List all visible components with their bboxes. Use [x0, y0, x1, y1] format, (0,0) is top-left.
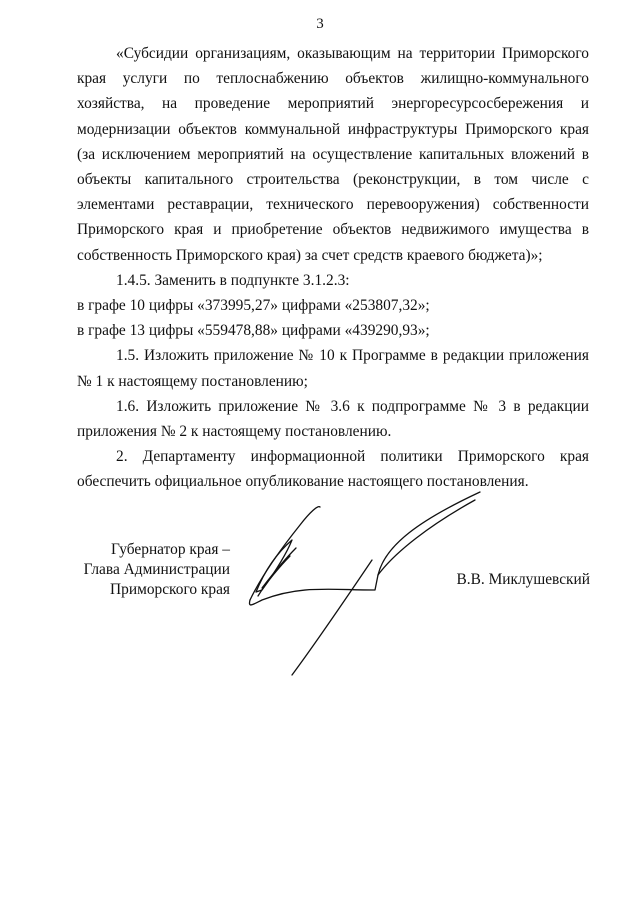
signatory-title-line-1: Губернатор края – — [110, 541, 230, 558]
signatory-title-line-3: Приморского края — [110, 581, 230, 598]
paragraph-1-5: 1.5. Изложить приложение № 10 к Программе в редакции приложения № 1 к настоящему постановлению; — [77, 347, 589, 390]
paragraph-column-13: в графе 13 цифры «559478,88» цифрами «439290,93»; — [77, 322, 430, 340]
paragraph-1-4-5: 1.4.5. Заменить в подпункте 3.1.2.3: — [116, 271, 350, 289]
page-number: 3 — [316, 16, 324, 32]
signatory-name: В.В. Миклушевский — [456, 571, 590, 588]
signatory-title-line-2: Глава Администрации — [83, 561, 230, 578]
paragraph-column-10: в графе 10 цифры «373995,27» цифрами «253807,32»; — [77, 297, 430, 315]
paragraph-1-6: 1.6. Изложить приложение № 3.6 к подпрограмме № 3 в редакции приложения № 2 к настоящему постановлению. — [77, 397, 589, 441]
paragraph-subsidies-quote: «Субсидии организациям, оказывающим на территории Приморского края услуги по теплоснабжению объектов жилищно-коммунального хозяйства, на проведение мероприятий энергоресурсосбережения и модернизации объектов коммунальной инфраструктуры Приморского края (за исключением мероприятий на осуществление капитальных вложений в объекты капитального строительства (реконструкции, в том числе с элементами реставрации, технического перевооружения) собственности Приморского края и приобретение объектов недвижимого имущества в собственность Приморского края) за счет средств краевого бюджета)»; — [77, 45, 589, 264]
paragraph-2: 2. Департаменту информационной политики Приморского края обеспечить официальное опубликование настоящего постановления. — [77, 448, 589, 491]
